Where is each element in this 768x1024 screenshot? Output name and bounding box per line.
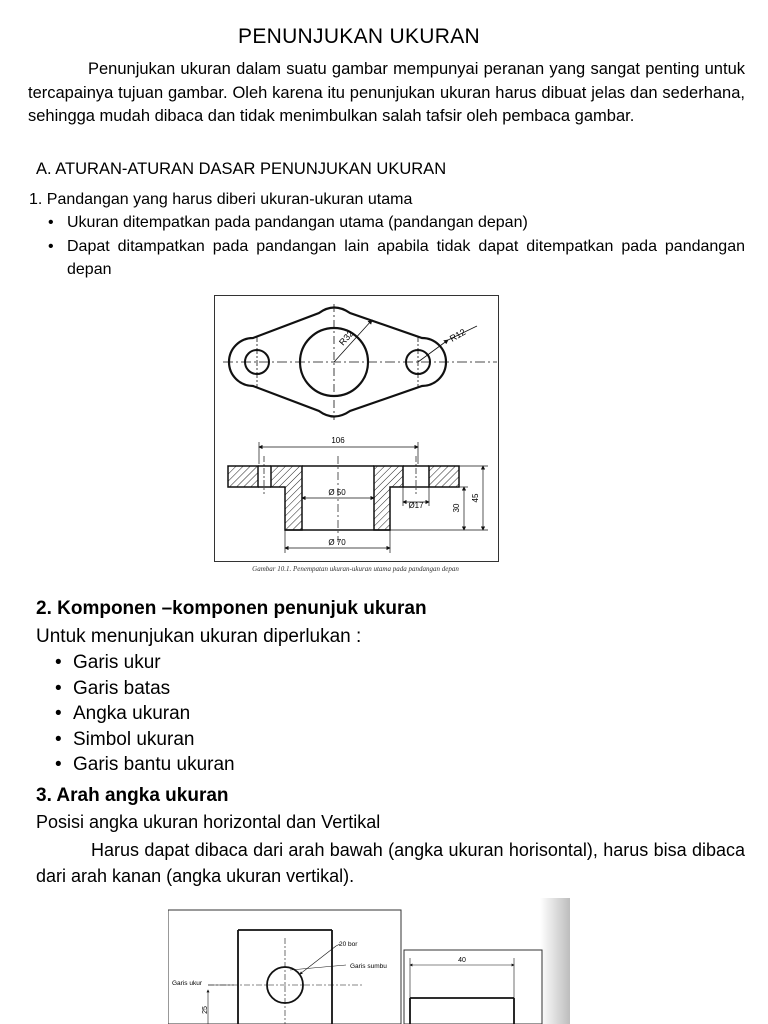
- bullet-icon: •: [55, 728, 62, 750]
- list-item: • Dapat ditampatkan pada pandangan lain apabila tidak dapat ditempatkan pada pandangan depan: [48, 235, 745, 282]
- figure-dimension-direction: [168, 898, 570, 1024]
- bullet-icon: •: [55, 652, 62, 673]
- bullet-icon: •: [48, 237, 54, 255]
- section2-intro: Untuk menunjukan ukuran diperlukan :: [36, 626, 362, 647]
- label-r32: R32: [337, 328, 356, 348]
- label-20-bor: 20 bor: [339, 941, 358, 948]
- bullet-icon: •: [55, 754, 62, 775]
- figure-flange-drawing: [214, 295, 499, 562]
- section3-subheading: Posisi angka ukuran horizontal dan Vertikal: [36, 812, 381, 832]
- section-view: [228, 456, 459, 542]
- section3-heading: 3. Arah angka ukuran: [36, 785, 229, 806]
- list-item: • Angka ukuran: [55, 701, 235, 727]
- page-title: PENUNJUKAN UKURAN: [238, 25, 480, 48]
- list-item: • Garis bantu ukuran: [55, 752, 235, 778]
- label-garis-sumbu: Garis sumbu: [350, 963, 387, 970]
- bullet-icon: •: [55, 677, 62, 699]
- list-item: • Garis batas: [55, 676, 235, 702]
- intro-text: Penunjukan ukuran dalam suatu gambar mempunyai peranan yang sangat penting untuk tercapainya tujuan gambar. Oleh karena itu penunjukan ukuran harus dibuat jelas dan sederhana, sehingga mudah dibaca dan tidak menimbulkan salah tafsir oleh pembaca gambar.: [28, 60, 745, 125]
- label-dim-d50: Ø 50: [328, 488, 346, 497]
- figure1-caption: Gambar 10.1. Penempatan ukuran-ukuran utama pada pandangan depan: [252, 565, 459, 573]
- label-garis-ukur: Garis ukur: [172, 980, 202, 987]
- list-item: • Ukuran ditempatkan pada pandangan utama (pandangan depan): [48, 211, 745, 235]
- label-dim-25: 25: [202, 1006, 209, 1014]
- label-dim-106: 106: [331, 436, 345, 445]
- label-dim-d17: Ø17: [408, 501, 424, 510]
- item1-heading: 1. Pandangan yang harus diberi ukuran-ukuran utama: [29, 191, 413, 208]
- intro-paragraph: [28, 58, 745, 129]
- label-dim-30: 30: [452, 503, 461, 513]
- section2-bullet-list: [55, 650, 235, 778]
- section3-paragraph: [36, 837, 745, 889]
- section3-text: Harus dapat dibaca dari arah bawah (angka ukuran horisontal), harus bisa dibaca dari arah kanan (angka ukuran vertikal).: [36, 840, 745, 886]
- section-a-heading: A. ATURAN-ATURAN DASAR PENUNJUKAN UKURAN: [36, 160, 447, 178]
- label-dim-40: 40: [458, 957, 466, 964]
- label-r12: R12: [448, 326, 468, 344]
- top-view: [223, 304, 497, 420]
- item1-bullet-list: [48, 211, 745, 282]
- list-item: • Simbol ukuran: [55, 727, 235, 753]
- label-dim-d70: Ø 70: [328, 538, 346, 547]
- section2-heading: 2. Komponen –komponen penunjuk ukuran: [36, 598, 427, 619]
- bullet-icon: •: [55, 703, 62, 724]
- list-item: • Garis ukur: [55, 650, 235, 676]
- label-dim-45: 45: [471, 493, 480, 503]
- bullet-icon: •: [48, 214, 54, 231]
